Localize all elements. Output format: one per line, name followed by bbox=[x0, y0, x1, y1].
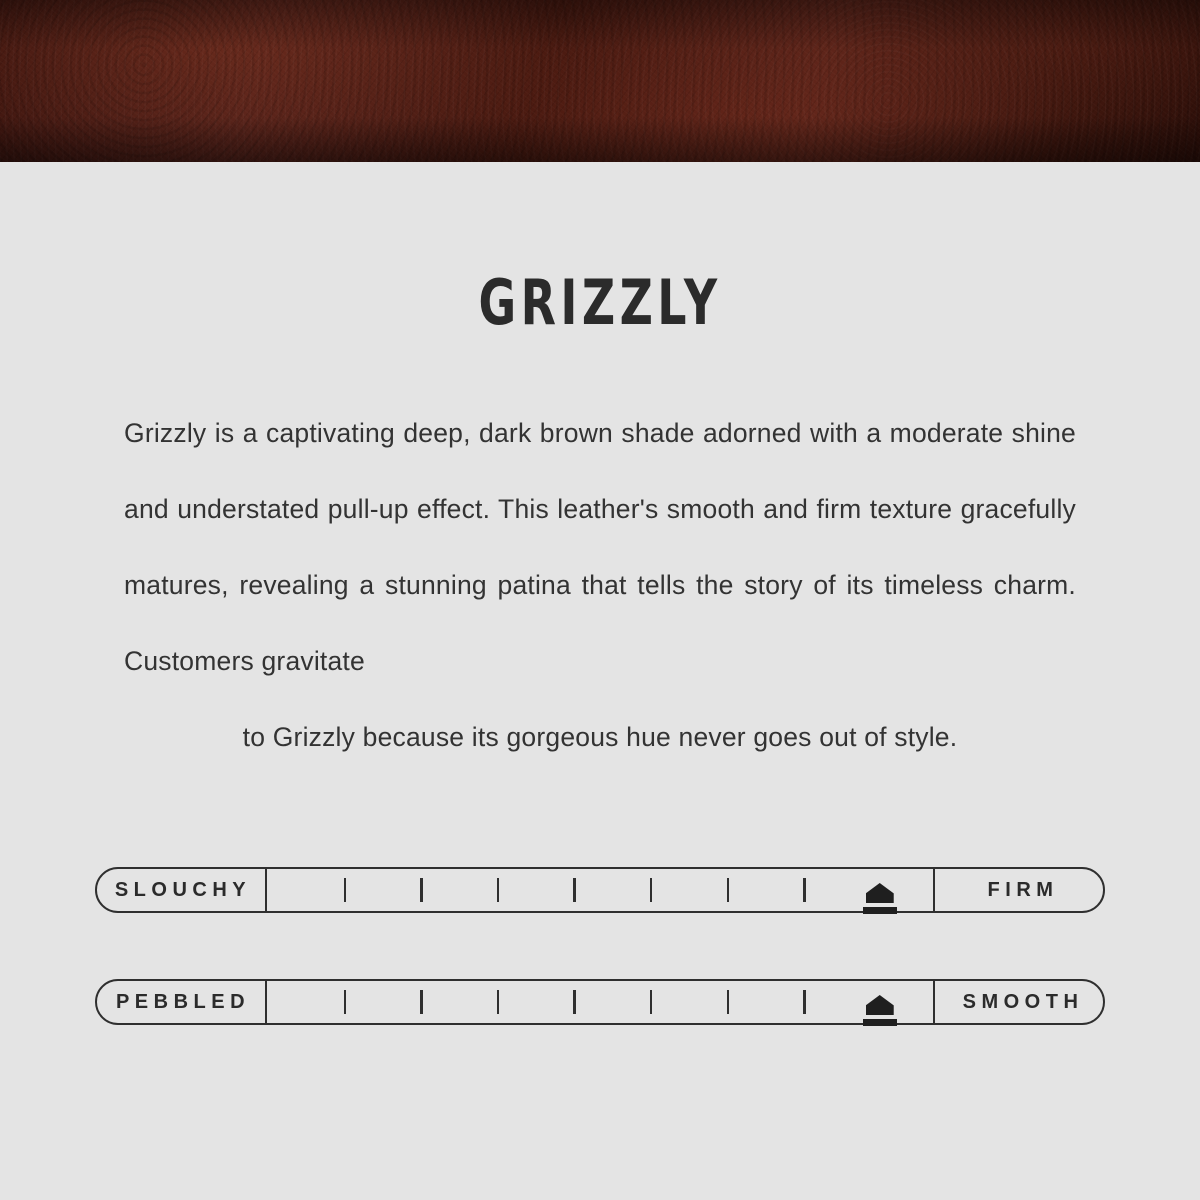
scale-tick bbox=[650, 990, 653, 1014]
scale-ticks bbox=[267, 867, 933, 913]
product-description bbox=[124, 395, 1076, 775]
scale-left-label: SLOUCHY bbox=[95, 867, 267, 913]
scale-right-label: SMOOTH bbox=[933, 979, 1105, 1025]
marker-base-shape bbox=[863, 1019, 897, 1026]
description-last-line: to Grizzly because its gorgeous hue never goes out of style. bbox=[242, 722, 958, 752]
scale-left-label: PEBBLED bbox=[95, 979, 267, 1025]
description-main: Grizzly is a captivating deep, dark brown shade adorned with a moderate shine and understated pull-up effect. This leather's smooth and firm texture gracefully matures, revealing a stunning patina that tells the story of its timeless charm. Customers gravitate bbox=[124, 418, 1076, 676]
scale-tick bbox=[727, 878, 730, 902]
marker-pin-shape bbox=[866, 995, 894, 1015]
leather-grain-texture-overlay bbox=[0, 0, 1200, 162]
page-title: GRIZZLY bbox=[478, 266, 722, 339]
scale-right-label: FIRM bbox=[933, 867, 1105, 913]
scale-tick bbox=[727, 990, 730, 1014]
scale-tick bbox=[573, 878, 576, 902]
scale-tick bbox=[573, 990, 576, 1014]
leather-vignette-overlay bbox=[0, 0, 1200, 162]
scale-ticks bbox=[267, 979, 933, 1025]
scale-tick bbox=[650, 878, 653, 902]
leather-pebble-texture-overlay bbox=[0, 0, 1200, 162]
scale-tick bbox=[497, 990, 500, 1014]
scale-texture bbox=[95, 979, 1105, 1025]
leather-swatch-banner bbox=[0, 0, 1200, 162]
scale-tick bbox=[344, 878, 347, 902]
scale-tick bbox=[497, 878, 500, 902]
scale-tick bbox=[803, 878, 806, 902]
scale-tick bbox=[344, 990, 347, 1014]
scale-tick bbox=[803, 990, 806, 1014]
scale-tick bbox=[420, 878, 423, 902]
scale-marker-icon bbox=[863, 995, 897, 1043]
attribute-scales bbox=[0, 867, 1200, 1025]
marker-pin-shape bbox=[866, 883, 894, 903]
scale-marker-icon bbox=[863, 883, 897, 931]
content-area bbox=[0, 162, 1200, 1025]
marker-base-shape bbox=[863, 907, 897, 914]
scale-tick bbox=[420, 990, 423, 1014]
scale-firmness bbox=[95, 867, 1105, 913]
